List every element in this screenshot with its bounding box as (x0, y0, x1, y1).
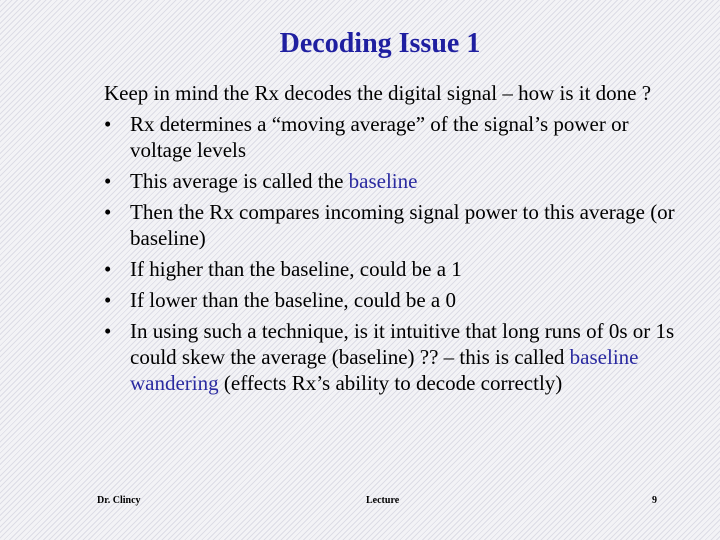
bullet-item (104, 168, 684, 194)
bullet-text: If higher than the baseline, could be a 1 (130, 257, 462, 281)
bullet-icon: • (104, 112, 112, 136)
bullet-text: If lower than the baseline, could be a 0 (130, 288, 456, 312)
bullet-text: In using such a technique, is it intuitive that long runs of 0s or 1s could skew the average (baseline) ?? – this is called (130, 319, 675, 369)
bullet-list (104, 111, 684, 396)
bullet-icon: • (104, 169, 112, 193)
bullet-text: This average is called the (130, 169, 349, 193)
baseline-wandering-term: baseline wandering (130, 345, 639, 395)
bullet-icon: • (104, 319, 112, 343)
slide-title: Decoding Issue 1 (279, 28, 481, 59)
bullet-item (104, 287, 684, 313)
bullet-text: Rx determines a “moving average” of the signal’s power or voltage levels (130, 112, 629, 162)
bullet-icon: • (104, 257, 112, 281)
bullet-item (104, 111, 684, 163)
bullet-item (104, 318, 684, 396)
page-number: 9 (652, 495, 657, 506)
bullet-icon: • (104, 288, 112, 312)
bullet-item (104, 256, 684, 282)
bullet-icon: • (104, 200, 112, 224)
bullet-text: Then the Rx compares incoming signal power to this average (or baseline) (130, 200, 675, 250)
bullet-item (104, 199, 684, 251)
bullet-text-tail: (effects Rx’s ability to decode correctly) (218, 371, 563, 395)
intro-text: Keep in mind the Rx decodes the digital signal – how is it done ? (104, 81, 652, 105)
baseline-term: baseline (348, 169, 418, 193)
footer-lecture: Lecture (366, 495, 400, 506)
slide-body (104, 80, 684, 401)
footer-author: Dr. Clincy (97, 495, 141, 506)
